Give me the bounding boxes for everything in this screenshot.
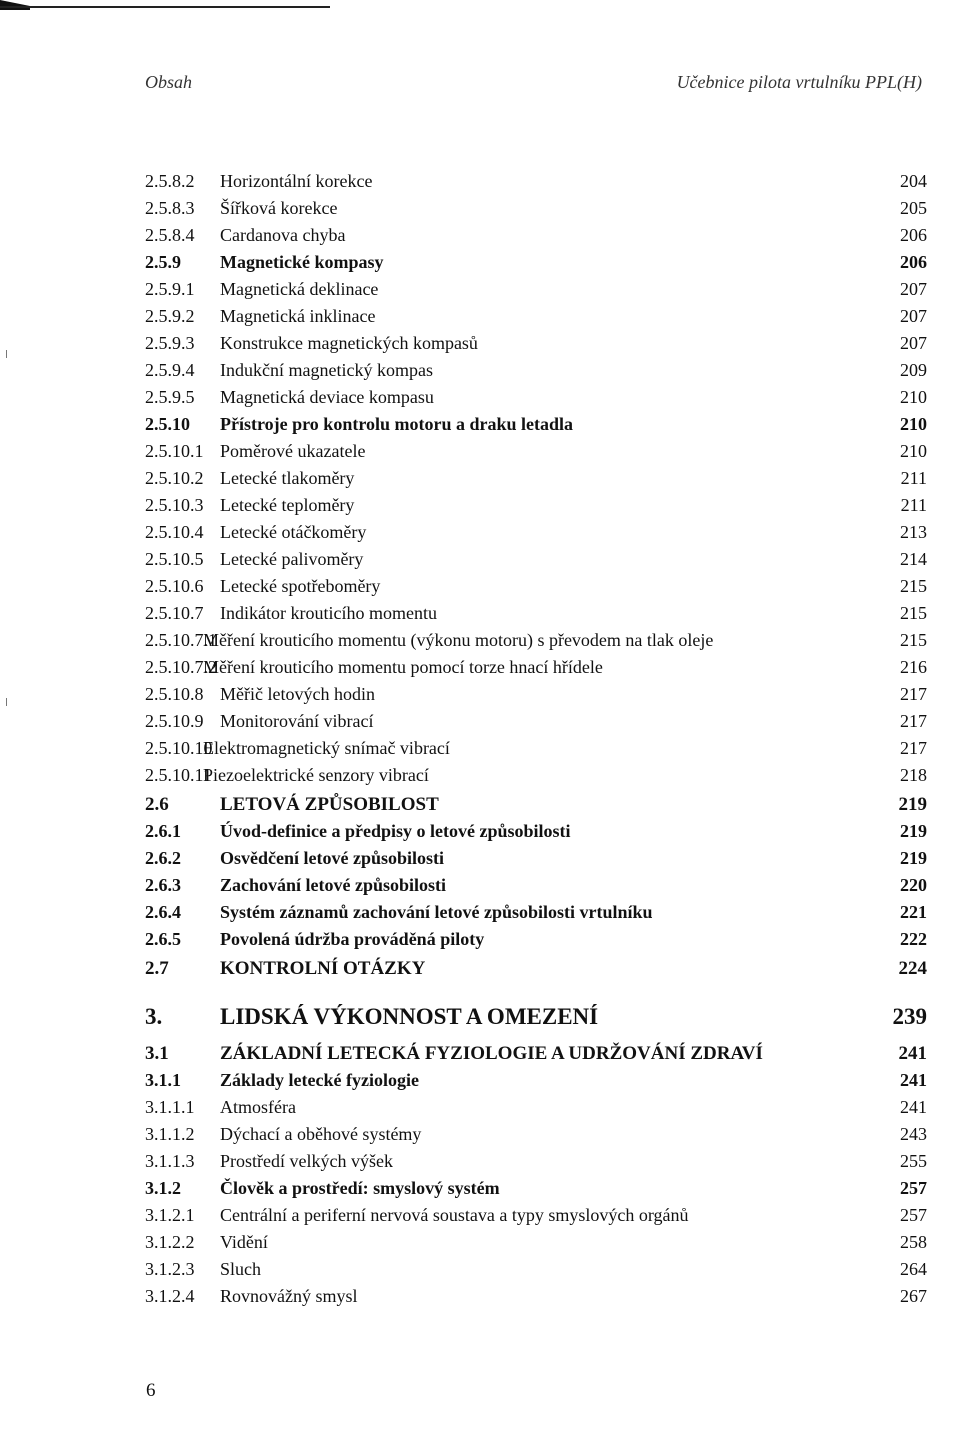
toc-entry-page: 224 (898, 958, 927, 979)
toc-entry-page: 214 (900, 549, 927, 569)
toc-chapter-page: 239 (892, 1004, 927, 1029)
toc-entry-title: LETOVÁ ZPŮSOBILOST (220, 794, 439, 815)
toc-entry-title: Indikátor krouticího momentu (220, 603, 437, 623)
toc-entry-page: 255 (900, 1151, 927, 1171)
toc-entry-page: 205 (900, 198, 927, 218)
toc-entry-number: 3.1.2.1 (145, 1205, 195, 1225)
toc-entry-page: 211 (900, 495, 927, 515)
toc-entry-page: 267 (900, 1286, 927, 1306)
toc-entry-title: Osvědčení letové způsobilosti (220, 848, 444, 868)
toc-entry[interactable] (145, 222, 927, 249)
toc-entry[interactable] (145, 735, 927, 762)
toc-entry[interactable] (145, 168, 927, 195)
toc-entry-page: 257 (900, 1178, 927, 1198)
toc-section-2-7 (145, 955, 927, 982)
toc-chapter-number: 3. (145, 1004, 163, 1029)
toc-entry-title: Dýchací a oběhové systémy (220, 1124, 422, 1144)
toc-entry-title: Atmosféra (220, 1097, 296, 1117)
toc-entry-number: 2.5.10.5 (145, 549, 204, 569)
toc-section-2-5 (145, 168, 927, 789)
toc-entry-title: Magnetická deklinace (220, 279, 379, 299)
toc-entry-page: 258 (900, 1232, 927, 1252)
toc-entry-page: 213 (900, 522, 927, 542)
toc-entry-page: 209 (900, 360, 927, 380)
toc-entry-title: Monitorování vibrací (220, 711, 374, 731)
toc-entry[interactable] (145, 492, 927, 519)
toc-entry-title: Letecké teploměry (220, 495, 355, 515)
toc-entry[interactable] (145, 384, 927, 411)
toc-entry-number: 2.5.10 (145, 414, 190, 434)
toc-entry-number: 2.7 (145, 958, 169, 979)
toc-entry-number: 2.5.10.3 (145, 495, 204, 515)
toc-entry-number: 2.5.9.4 (145, 360, 195, 380)
toc-entry-title: Letecké spotřeboměry (220, 576, 381, 596)
running-header (145, 72, 922, 93)
toc-entry-page: 216 (900, 657, 927, 677)
toc-entry-number: 2.5.10.4 (145, 522, 204, 542)
scan-corner-mark (0, 0, 30, 10)
toc-entry-page: 219 (898, 794, 927, 815)
toc-entry[interactable] (145, 1040, 927, 1067)
toc-entry[interactable] (145, 681, 927, 708)
toc-entry-number: 2.6.4 (145, 902, 181, 922)
toc-entry-title: Letecké otáčkoměry (220, 522, 367, 542)
toc-entry-number: 2.5.9 (145, 252, 181, 272)
toc-entry-page: 264 (900, 1259, 927, 1279)
toc-entry-title: Přístroje pro kontrolu motoru a draku letadla (220, 414, 574, 434)
header-rule (0, 6, 330, 8)
toc-entry-title: Cardanova chyba (220, 225, 346, 245)
toc-entry[interactable] (145, 899, 927, 926)
toc-entry-page: 219 (900, 821, 927, 841)
toc-entry-page: 206 (900, 225, 927, 245)
toc-entry[interactable] (145, 1067, 927, 1094)
toc-entry[interactable] (145, 573, 927, 600)
toc-entry-number: 2.5.10.6 (145, 576, 204, 596)
toc-entry-page: 215 (900, 576, 927, 596)
toc-entry[interactable] (145, 330, 927, 357)
toc-entry-page: 220 (900, 875, 927, 895)
toc-entry-title: KONTROLNÍ OTÁZKY (220, 958, 426, 979)
toc-entry-title: Indukční magnetický kompas (220, 360, 433, 380)
toc-entry-number: 2.5.10.9 (145, 711, 204, 731)
toc-entry-title: Rovnovážný smysl (220, 1286, 358, 1306)
header-right: Učebnice pilota vrtulníku PPL(H) (676, 72, 922, 92)
toc-entry-number: 2.6.3 (145, 875, 181, 895)
toc-entry-title: Poměrové ukazatele (220, 441, 366, 461)
toc-entry-number: 2.5.8.2 (145, 171, 195, 191)
toc-entry-page: 217 (900, 738, 927, 758)
margin-tick (6, 698, 7, 706)
toc-entry[interactable] (145, 303, 927, 330)
toc-entry-title: Vidění (220, 1232, 268, 1252)
toc-entry[interactable] (145, 195, 927, 222)
toc-entry-number: 2.6 (145, 794, 169, 815)
toc-entry[interactable] (145, 1283, 927, 1310)
toc-entry-page: 217 (900, 711, 927, 731)
toc-entry[interactable] (145, 411, 927, 438)
toc-entry-number: 2.5.10.2 (145, 468, 204, 488)
toc-entry[interactable] (145, 762, 927, 789)
toc-entry[interactable] (145, 1148, 927, 1175)
toc-entry-page: 210 (900, 414, 927, 434)
toc-entry-number: 3.1.1.3 (145, 1151, 195, 1171)
toc-entry-number: 3.1.1.1 (145, 1097, 195, 1117)
toc-entry-page: 207 (900, 333, 927, 353)
toc-entry-title: Šířková korekce (220, 198, 338, 218)
toc-entry-page: 217 (900, 684, 927, 704)
toc-entry[interactable] (145, 249, 927, 276)
toc-chapter-entry[interactable] (145, 1000, 927, 1034)
toc-entry-page: 204 (900, 171, 927, 191)
toc-entry[interactable] (145, 654, 927, 681)
toc-entry-number: 2.6.1 (145, 821, 181, 841)
toc-entry[interactable] (145, 357, 927, 384)
toc-entry[interactable] (145, 791, 927, 818)
toc-entry-page: 210 (900, 387, 927, 407)
toc-entry[interactable] (145, 1229, 927, 1256)
toc-entry[interactable] (145, 1094, 927, 1121)
toc-entry-number: 2.5.9.5 (145, 387, 195, 407)
toc-entry[interactable] (145, 627, 927, 654)
toc-entry-number: 3.1.2 (145, 1178, 181, 1198)
toc-entry[interactable] (145, 1256, 927, 1283)
toc-entry-number: 2.5.10.10 (145, 738, 213, 758)
toc-entry[interactable] (145, 438, 927, 465)
toc-entry-title: Elektromagnetický snímač vibrací (203, 738, 450, 758)
margin-tick (6, 350, 7, 358)
toc-entry[interactable] (145, 955, 927, 982)
toc-entry-title: Zachování letové způsobilosti (220, 875, 447, 895)
toc-entry-number: 2.5.9.1 (145, 279, 195, 299)
toc-chapter-title: LIDSKÁ VÝKONNOST A OMEZENÍ (220, 1004, 599, 1029)
toc-entry-title: Prostředí velkých výšek (220, 1151, 393, 1171)
toc-entry-title: Měřič letových hodin (220, 684, 375, 704)
toc-entry[interactable] (145, 1202, 927, 1229)
toc-entry-page: 206 (900, 252, 927, 272)
toc-entry-number: 2.5.10.1 (145, 441, 204, 461)
toc-entry-page: 241 (900, 1097, 927, 1117)
toc-entry[interactable] (145, 818, 927, 845)
toc-entry-title: Magnetická deviace kompasu (220, 387, 434, 407)
toc-entry-number: 2.5.10.7.1 (145, 630, 217, 650)
toc-entry-page: 222 (900, 929, 927, 949)
toc-entry-number: 2.6.2 (145, 848, 181, 868)
toc-entry[interactable] (145, 1175, 927, 1202)
toc-entry-title: Člověk a prostředí: smyslový systém (220, 1178, 500, 1198)
toc-entry-number: 3.1.2.3 (145, 1259, 195, 1279)
toc-entry-page: 207 (900, 306, 927, 326)
toc-entry-number: 2.5.10.8 (145, 684, 204, 704)
toc-entry-title: Letecké palivoměry (220, 549, 364, 569)
toc-entry-page: 241 (898, 1043, 927, 1064)
toc-entry-title: Měření krouticího momentu (výkonu motoru) s převodem na tlak oleje (203, 630, 714, 650)
toc-entry[interactable] (145, 519, 927, 546)
toc-entry[interactable] (145, 600, 927, 627)
toc-entry-title: Konstrukce magnetických kompasů (220, 333, 478, 353)
toc-entry-title: Sluch (220, 1259, 262, 1279)
toc-entry[interactable] (145, 926, 927, 953)
toc-entry-number: 2.5.8.4 (145, 225, 195, 245)
toc-entry-number: 2.5.9.3 (145, 333, 195, 353)
toc-entry-title: Piezoelektrické senzory vibrací (203, 765, 429, 785)
toc-entry-title: Centrální a periferní nervová soustava a typy smyslových orgánů (220, 1205, 689, 1225)
toc-entry-number: 2.5.10.7 (145, 603, 204, 623)
toc-entry-number: 2.5.9.2 (145, 306, 195, 326)
toc-entry[interactable] (145, 845, 927, 872)
toc-entry-number: 3.1.1 (145, 1070, 181, 1090)
toc-entry-page: 210 (900, 441, 927, 461)
toc-entry[interactable] (145, 1121, 927, 1148)
toc-entry-title: Měření krouticího momentu pomocí torze hnací hřídele (203, 657, 603, 677)
toc-entry[interactable] (145, 546, 927, 573)
toc-entry-number: 3.1.2.2 (145, 1232, 195, 1252)
toc-entry-page: 218 (900, 765, 927, 785)
toc-entry-number: 2.5.10.11 (145, 765, 212, 785)
toc-section-3-1 (145, 1040, 927, 1310)
toc-entry-title: Magnetické kompasy (220, 252, 384, 272)
toc-entry-title: Horizontální korekce (220, 171, 373, 191)
page-number: 6 (146, 1380, 156, 1401)
header-left: Obsah (145, 72, 193, 92)
toc-entry-title: Povolená údržba prováděná piloty (220, 929, 485, 949)
toc-section-2-6 (145, 791, 927, 953)
toc-entry-page: 211 (900, 468, 927, 488)
toc-entry-title: Systém záznamů zachování letové způsobilosti vrtulníku (220, 902, 653, 922)
toc-entry-page: 221 (900, 902, 927, 922)
toc-entry-number: 3.1 (145, 1043, 169, 1064)
toc-entry-title: Letecké tlakoměry (220, 468, 355, 488)
toc-entry-title: ZÁKLADNÍ LETECKÁ FYZIOLOGIE A UDRŽOVÁNÍ ZDRAVÍ (220, 1043, 763, 1064)
toc-entry-title: Základy letecké fyziologie (220, 1070, 419, 1090)
toc-entry-title: Úvod-definice a předpisy o letové způsobilosti (220, 821, 571, 841)
toc-entry-page: 241 (900, 1070, 927, 1090)
toc-entry-page: 215 (900, 630, 927, 650)
toc-entry-number: 3.1.2.4 (145, 1286, 195, 1306)
toc-entry-page: 207 (900, 279, 927, 299)
toc-entry-number: 2.6.5 (145, 929, 181, 949)
toc-entry-page: 243 (900, 1124, 927, 1144)
toc-entry-page: 215 (900, 603, 927, 623)
toc-entry-page: 219 (900, 848, 927, 868)
toc-entry-number: 2.5.8.3 (145, 198, 195, 218)
toc-entry-number: 3.1.1.2 (145, 1124, 195, 1144)
table-of-contents (145, 168, 927, 1310)
toc-entry[interactable] (145, 276, 927, 303)
toc-entry[interactable] (145, 872, 927, 899)
toc-entry[interactable] (145, 465, 927, 492)
toc-entry-number: 2.5.10.7.2 (145, 657, 217, 677)
toc-entry[interactable] (145, 708, 927, 735)
toc-entry-title: Magnetická inklinace (220, 306, 376, 326)
toc-entry-page: 257 (900, 1205, 927, 1225)
